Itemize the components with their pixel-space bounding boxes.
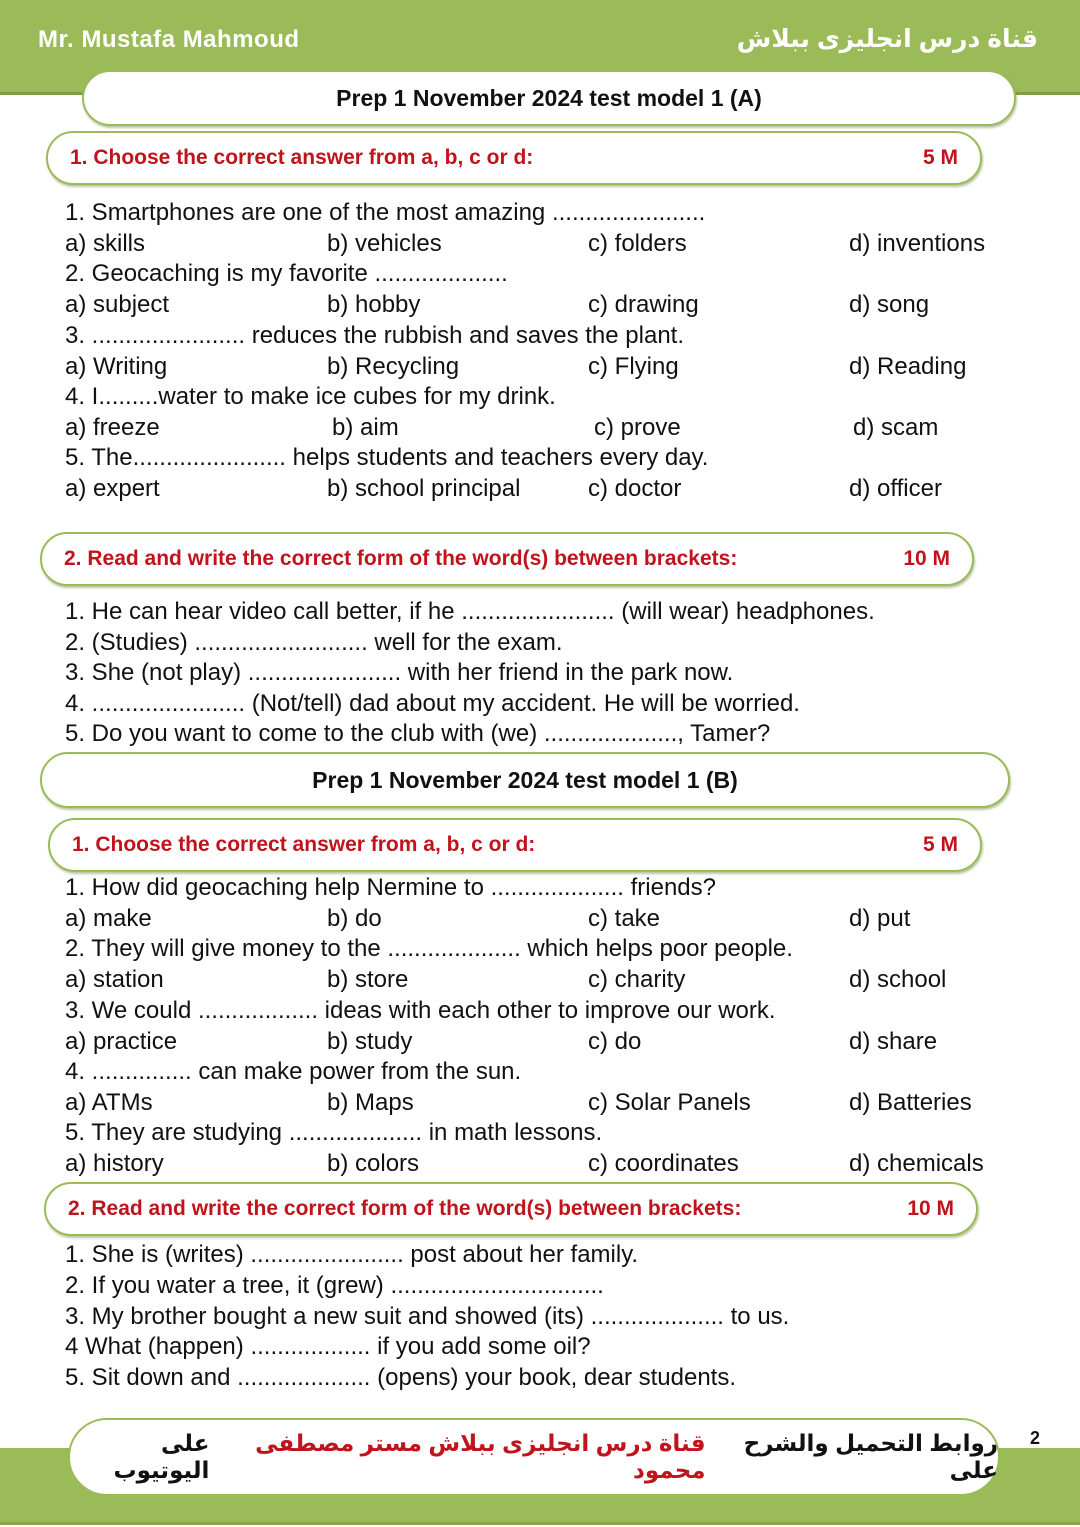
exercise-line: 3. She (not play) ....................... with her friend in the park now.	[65, 659, 734, 686]
footer-banner	[68, 1418, 1000, 1496]
section-heading: 2. Read and write the correct form of the word(s) between brackets:	[68, 1197, 742, 1220]
option: d) song	[849, 291, 930, 318]
option: d) chemicals	[849, 1150, 984, 1177]
option: c) folders	[588, 230, 687, 257]
option: d) put	[849, 905, 911, 932]
question: 3. We could .................. ideas with each other to improve our work.	[65, 997, 776, 1024]
option: c) prove	[594, 414, 681, 441]
option: d) inventions	[849, 230, 986, 257]
model-a-title: Prep 1 November 2024 test model 1 (A)	[336, 84, 762, 111]
channel-name-arabic: قناة درس انجليزى ببلاش	[736, 25, 1038, 53]
option: c) doctor	[588, 475, 682, 502]
footer-channel-name: قناة درس انجليزى ببلاش مستر مصطفى محمود	[255, 1430, 706, 1483]
option: a) Writing	[65, 353, 168, 380]
model-a-title-banner	[82, 70, 1016, 126]
model-a-section2-header	[40, 532, 974, 586]
option: c) do	[588, 1028, 642, 1055]
option: c) take	[588, 905, 661, 932]
question: 4. I.........water to make ice cubes for my drink.	[65, 383, 556, 410]
question: 4. ............... can make power from the sun.	[65, 1058, 522, 1085]
option: b) Maps	[327, 1089, 414, 1116]
option: a) practice	[65, 1028, 178, 1055]
option: d) Batteries	[849, 1089, 972, 1116]
exercise-line: 4 What (happen) .................. if you add some oil?	[65, 1333, 591, 1360]
option: b) hobby	[327, 291, 421, 318]
option: c) charity	[588, 966, 686, 993]
section-heading: 1. Choose the correct answer from a, b, c or d:	[70, 146, 534, 169]
exercise-line: 4. ....................... (Not/tell) dad about my accident. He will be worried.	[65, 690, 800, 717]
option: b) school principal	[327, 475, 521, 502]
question: 2. Geocaching is my favorite ....................	[65, 260, 508, 287]
option: a) subject	[65, 291, 170, 318]
model-b-section2-header	[44, 1182, 978, 1236]
question: 2. They will give money to the .................... which helps poor people.	[65, 935, 793, 962]
option: d) Reading	[849, 353, 967, 380]
question: 5. The....................... helps students and teachers every day.	[65, 444, 709, 471]
section-marks: 5 M	[922, 833, 958, 856]
exercise-line: 2. (Studies) .......................... well for the exam.	[65, 629, 563, 656]
teacher-name: Mr. Mustafa Mahmoud	[38, 26, 300, 53]
option: c) drawing	[588, 291, 699, 318]
model-a-section1-header	[46, 131, 982, 185]
option: d) share	[849, 1028, 938, 1055]
model-b-title: Prep 1 November 2024 test model 1 (B)	[312, 766, 738, 793]
option: a) freeze	[65, 414, 160, 441]
section-marks: 10 M	[903, 547, 950, 570]
option: b) store	[327, 966, 409, 993]
footer-text-2: على اليوتيوب	[113, 1430, 210, 1483]
page-number: 2	[1030, 1428, 1041, 1448]
model-b-section1-header	[48, 818, 982, 872]
option: c) Flying	[588, 353, 679, 380]
option: a) station	[65, 966, 164, 993]
question: 1. How did geocaching help Nermine to .................... friends?	[65, 874, 716, 901]
option: c) Solar Panels	[588, 1089, 751, 1116]
option: a) expert	[65, 475, 160, 502]
exercise-line: 1. He can hear video call better, if he ....................... (will wear) headphones.	[65, 598, 875, 625]
option: d) school	[849, 966, 947, 993]
option: a) skills	[65, 230, 146, 257]
option: b) study	[327, 1028, 413, 1055]
exercise-line: 3. My brother bought a new suit and showed (its) .................... to us.	[65, 1303, 790, 1330]
question: 1. Smartphones are one of the most amazing .......................	[65, 199, 706, 226]
section-marks: 10 M	[907, 1197, 954, 1220]
option: d) officer	[849, 475, 942, 502]
option: c) coordinates	[588, 1150, 739, 1177]
question: 5. They are studying .................... in math lessons.	[65, 1119, 603, 1146]
option: b) Recycling	[327, 353, 460, 380]
option: a) ATMs	[65, 1089, 153, 1116]
question: 3. ....................... reduces the rubbish and saves the plant.	[65, 322, 684, 349]
exercise-line: 5. Sit down and .................... (opens) your book, dear students.	[65, 1364, 737, 1391]
option: d) scam	[853, 414, 939, 441]
option: b) aim	[332, 414, 399, 441]
option: b) do	[327, 905, 382, 932]
footer-text-1: روابط التحميل والشرح على	[743, 1430, 998, 1483]
section-heading: 1. Choose the correct answer from a, b, c or d:	[72, 833, 536, 856]
option: b) colors	[327, 1150, 420, 1177]
option: b) vehicles	[327, 230, 442, 257]
exercise-line: 5. Do you want to come to the club with (we) ...................., Tamer?	[65, 720, 771, 747]
option: a) make	[65, 905, 152, 932]
exercise-line: 1. She is (writes) ....................... post about her family.	[65, 1241, 639, 1268]
exercise-line: 2. If you water a tree, it (grew) ................................	[65, 1272, 604, 1299]
model-b-title-banner	[40, 752, 1010, 808]
option: a) history	[65, 1150, 164, 1177]
section-marks: 5 M	[922, 146, 958, 169]
section-heading: 2. Read and write the correct form of the word(s) between brackets:	[64, 547, 738, 570]
